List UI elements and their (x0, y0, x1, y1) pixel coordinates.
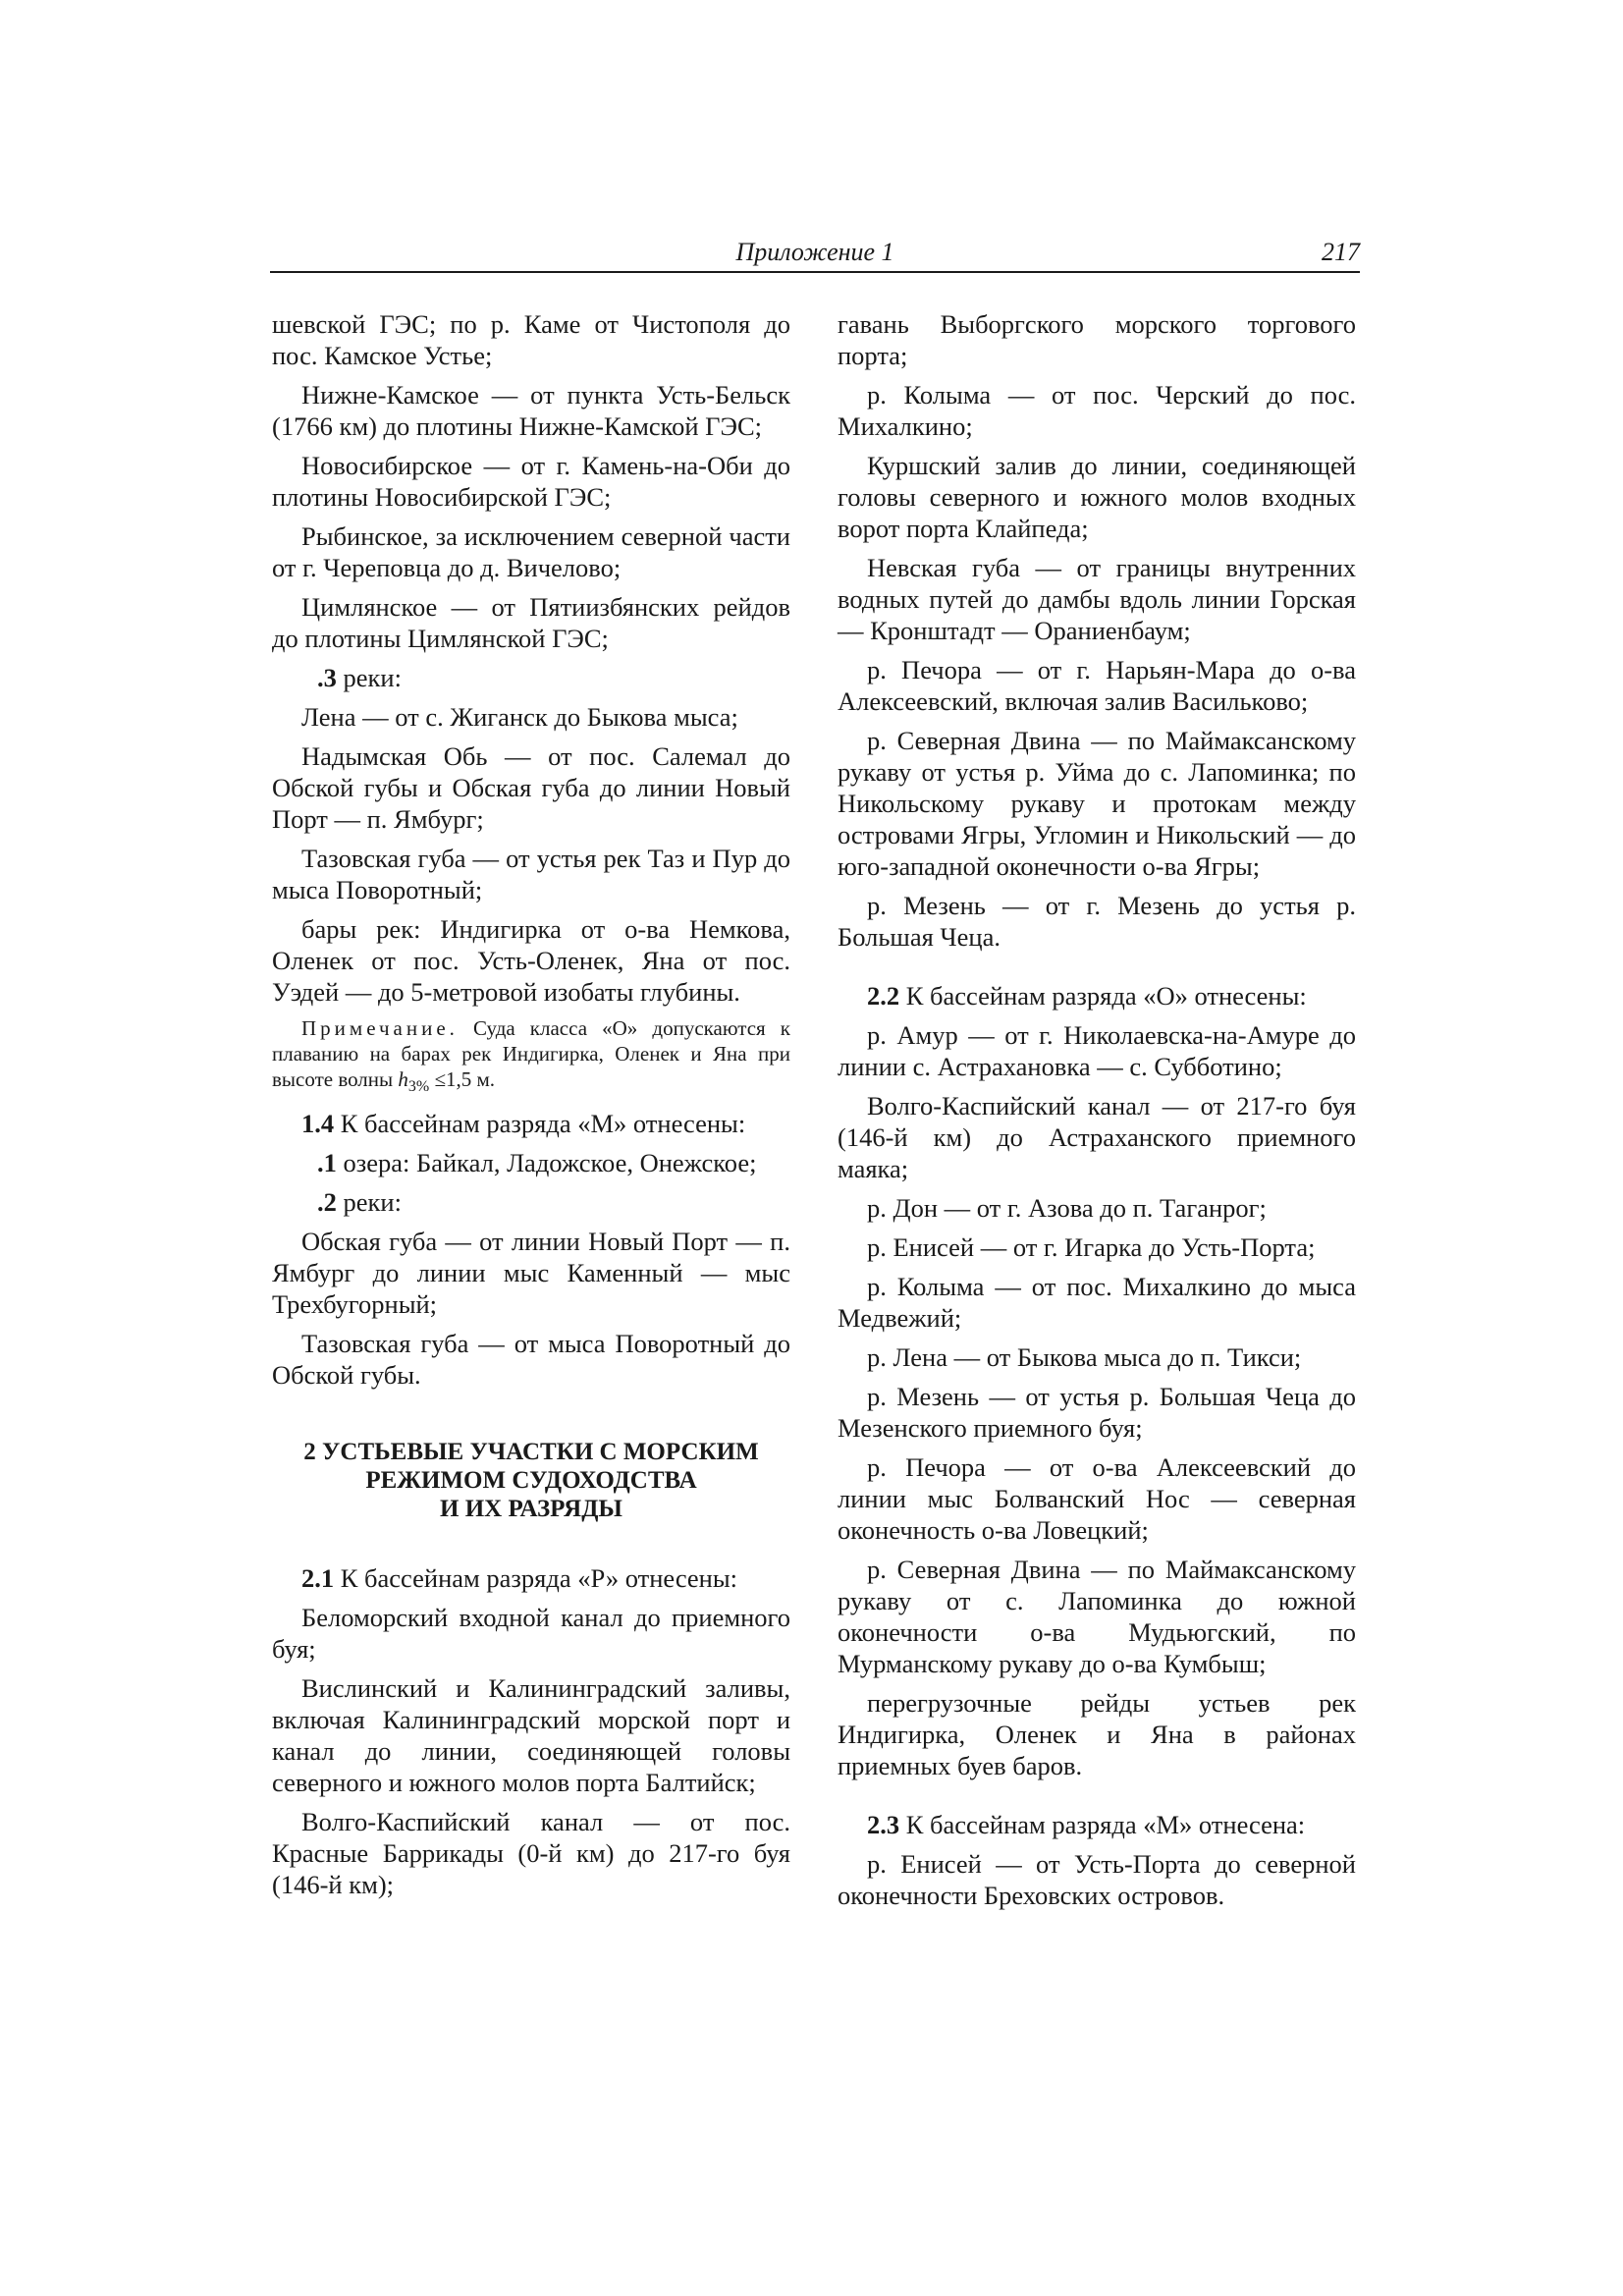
paragraph: Волго-Каспийский канал — от 217-го буя (146-й км) до Астраханского приемного маяка; (838, 1091, 1356, 1183)
item-number: .3 (317, 663, 337, 692)
heading-line: И ИХ РАЗРЯДЫ (440, 1496, 622, 1523)
paragraph: шевской ГЭС; по р. Каме от Чистополя до пос. Камское Устье; (272, 309, 790, 370)
paragraph: гавань Выборгского морского торгового порта; (838, 309, 1356, 370)
paragraph: Невская губа — от границы внутренних водных путей до дамбы вдоль линии Горская — Кронштадт — Ораниенбаум; (838, 553, 1356, 645)
item-text: озера: Байкал, Ладожское, Онежское; (336, 1148, 757, 1178)
paragraph: р. Печора — от о-ва Алексеевский до линии мыс Болванский Нос — северная оконечность о-ва Ловецкий; (838, 1452, 1356, 1545)
paragraph (272, 662, 790, 693)
paragraph: Лена — от с. Жиганск до Быкова мыса; (301, 702, 738, 732)
paragraph: Вислинский и Калининградский заливы, включая Калининградский морской порт и канал до линии, соединяющей головы северного и южного молов порта Балтийск; (272, 1673, 790, 1798)
paragraph: р. Северная Двина — по Маймаксанскому рукаву от с. Лапоминка до южной оконечности о-ва Мудьюгский, по Мурманскому рукаву до о-ва Кумбыш; (838, 1555, 1356, 1678)
item-text: реки: (336, 1187, 402, 1218)
paragraph (272, 1186, 790, 1218)
paragraph: Нижне-Камское — от пункта Усть-Бельск (1766 км) до плотины Нижне-Камской ГЭС; (272, 380, 790, 441)
paragraph: Беломорский входной канал до приемного буя; (272, 1603, 790, 1665)
section-heading (272, 1438, 790, 1523)
item-number: .1 (317, 1148, 337, 1178)
paragraph: Цимлянское — от Пятиизбянских рейдов до плотины Цимлянской ГЭС; (272, 592, 790, 653)
item-number: .2 (317, 1187, 337, 1218)
page-number: 217 (1322, 238, 1360, 266)
paragraph: Обская губа — от линии Новый Порт — п. Ямбург до линии мыс Каменный — мыс Трехбугорный; (272, 1227, 790, 1320)
paragraph: Куршский залив до линии, соединяющей головы северного и южного молов входных ворот порта Клайпеда; (838, 451, 1356, 543)
paragraph (838, 1809, 1356, 1840)
heading-line: 2 УСТЬЕВЫЕ УЧАСТКИ С МОРСКИМ (303, 1439, 759, 1466)
paragraph: р. Енисей — от г. Игарка до Усть-Порта; (867, 1232, 1316, 1262)
paragraph: р. Печора — от г. Нарьян-Мара до о-ва Алексеевский, включая залив Васильково; (838, 655, 1356, 716)
section-number: 1.4 (301, 1109, 335, 1139)
paragraph: р. Мезень — от устья р. Большая Чеца до Мезенского приемного буя; (838, 1382, 1356, 1443)
header-title: Приложение 1 (735, 238, 894, 266)
paragraph: р. Колыма — от пос. Черский до пос. Михалкино; (838, 380, 1356, 441)
heading-line: РЕЖИМОМ СУДОХОДСТВА (365, 1467, 697, 1495)
paragraph: Новосибирское — от г. Камень-на-Оби до плотины Новосибирской ГЭС; (272, 451, 790, 512)
paragraph: р. Лена — от Быкова мыса до п. Тикси; (867, 1342, 1302, 1372)
running-header (270, 236, 1360, 273)
paragraph: бары рек: Индигирка от о-ва Немкова, Оленек от пос. Усть-Оленек, Яна от пос. Уэдей — до 5-метровой изобаты глубины. (272, 914, 790, 1007)
paragraph: р. Мезень — от г. Мезень до устья р. Большая Чеца. (838, 891, 1356, 952)
section-number: 2.3 (867, 1810, 900, 1839)
section-text: К бассейнам разряда «О» отнесены: (899, 981, 1307, 1011)
item-text: реки: (336, 663, 402, 692)
paragraph: р. Северная Двина — по Маймаксанскому рукаву от устья р. Уйма до с. Лапоминка; по Никольскому рукаву и протокам между островами Ягры, Угломин и Никольский — до юго-западной оконечности о-ва Ягры; (838, 726, 1356, 881)
section-text: К бассейнам разряда «М» отнесены: (334, 1109, 746, 1139)
left-column (272, 308, 790, 1908)
paragraph: р. Колыма — от пос. Михалкино до мыса Медвежий; (838, 1272, 1356, 1333)
note-text: Суда класса «О» допускаются к плаванию на барах рек Индигирка, Оленек и Яна при высоте волны (272, 1016, 790, 1091)
note-h: h (398, 1067, 408, 1091)
right-column (838, 308, 1356, 1919)
paragraph: Волго-Каспийский канал — от пос. Красные Баррикады (0-й км) до 217-го буя (146-й км); (272, 1807, 790, 1900)
section-number: 2.1 (301, 1563, 335, 1594)
paragraph: Тазовская губа — от мыса Поворотный до Обской губы. (272, 1329, 790, 1391)
paragraph: р. Амур — от г. Николаевска-на-Амуре до линии с. Астрахановка — с. Субботино; (838, 1020, 1356, 1081)
note (272, 1015, 790, 1100)
paragraph: Тазовская губа — от устья рек Таз и Пур до мыса Поворотный; (272, 844, 790, 904)
paragraph (272, 1108, 790, 1139)
note-label: Примечание. (301, 1016, 459, 1040)
paragraph (272, 1562, 790, 1594)
section-number: 2.2 (867, 981, 900, 1011)
paragraph (272, 1147, 790, 1178)
note-sub: 3% (407, 1078, 430, 1096)
paragraph (838, 980, 1356, 1011)
note-tail: ≤1,5 м. (429, 1067, 496, 1091)
paragraph: Надымская Обь — от пос. Салемал до Обской губы и Обская губа до линии Новый Порт — п. Ямбург; (272, 741, 790, 834)
section-text: К бассейнам разряда «Р» отнесены: (334, 1563, 738, 1594)
paragraph: р. Енисей — от Усть-Порта до северной оконечности Бреховских островов. (838, 1849, 1356, 1910)
paragraph: Рыбинское, за исключением северной части от г. Череповца до д. Вичелово; (272, 521, 790, 582)
paragraph: перегрузочные рейды устьев рек Индигирка, Оленек и Яна в районах приемных буев баров. (838, 1688, 1356, 1780)
paragraph: р. Дон — от г. Азова до п. Таганрог; (867, 1193, 1267, 1223)
section-text: К бассейнам разряда «М» отнесена: (899, 1810, 1306, 1839)
